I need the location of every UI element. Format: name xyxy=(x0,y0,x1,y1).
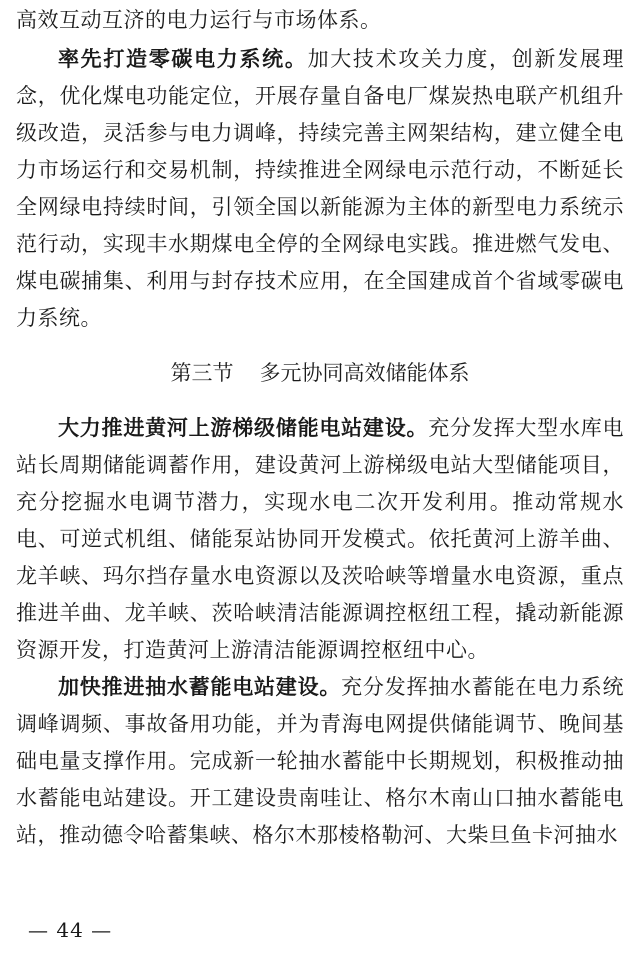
paragraph-lead-heading: 率先打造零碳电力系统。 xyxy=(58,47,308,71)
continuation-text: 高效互动互济的电力运行与市场体系。 xyxy=(16,8,382,32)
paragraph-body: 加大技术攻关力度，创新发展理念，优化煤电功能定位，开展存量自备电厂煤炭热电联产机组升级改造，灵活参与电力调峰，持续完善主网架结构，建立健全电力市场运行和交易机制，持续推进全网绿电示范行动，不断延长全网绿电持续时间，引领全国以新能源为主体的新型电力系统示范行动，实现丰水期煤电全停的全网绿电实践。推进燃气发电、煤电碳捕集、利用与封存技术应用，在全国建成首个省域零碳电力系统。 xyxy=(16,47,624,330)
paragraph-zero-carbon xyxy=(16,41,624,337)
paragraph-lead-heading: 加快推进抽水蓄能电站建设。 xyxy=(58,675,342,699)
paragraph-body: 充分发挥抽水蓄能在电力系统调峰调频、事故备用功能，并为青海电网提供储能调节、晚间基础电量支撑作用。完成新一轮抽水蓄能中长期规划，积极推动抽水蓄能电站建设。开工建设贵南哇让、格尔木南山口抽水蓄能电站，推动德令哈蓄集峡、格尔木那棱格勒河、大柴旦鱼卡河抽水 xyxy=(16,675,624,847)
section-title: 多元协同高效储能体系 xyxy=(259,361,470,385)
paragraph-hydro-storage xyxy=(16,410,624,669)
document-page xyxy=(16,2,624,854)
section-number: 第三节 xyxy=(170,361,234,385)
paragraph-lead-heading: 大力推进黄河上游梯级储能电站建设。 xyxy=(58,416,429,440)
page-number: — 44 — xyxy=(28,918,113,942)
paragraph-pumped-storage xyxy=(16,669,624,854)
section-heading xyxy=(16,337,624,410)
paragraph-body: 充分发挥大型水库电站长周期储能调蓄作用，建设黄河上游梯级电站大型储能项目，充分挖掘水电调节潜力，实现水电二次开发利用。推动常规水电、可逆式机组、储能泵站协同开发模式。依托黄河上游羊曲、龙羊峡、玛尔挡存量水电资源以及茨哈峡等增量水电资源，重点推进羊曲、龙羊峡、茨哈峡清洁能源调控枢纽工程，撬动新能源资源开发，打造黄河上游清洁能源调控枢纽中心。 xyxy=(16,416,625,662)
